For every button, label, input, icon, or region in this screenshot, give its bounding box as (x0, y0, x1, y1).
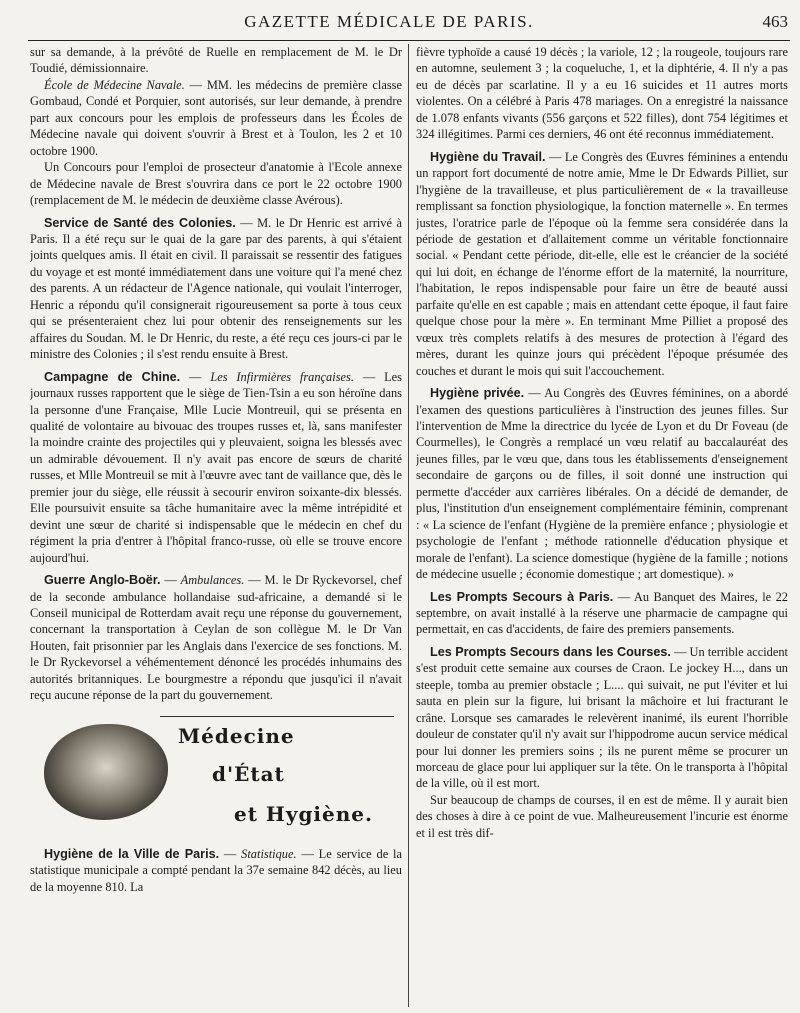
section-subheading: Statistique. (241, 846, 297, 861)
section-heading: Les Prompts Secours dans les Courses. (430, 644, 671, 659)
paragraph: sur sa demande, à la prévôté de Ruelle en remplacement de M. le Dr Toudié, démissionnaire. (30, 45, 402, 76)
running-header (28, 10, 790, 41)
section-body: — Un terrible accident s'est produit cette semaine aux courses de Craon. Le jockey H..., dans un steeple, tomba au premier obstacle ; L.... qui suivait, ne put l'éviter et lui sauta en plein sur la figure, lui brisant la mâchoire et lui fracturant le crâne. Lorsque ses camarades le relevèrent inanimé, ils eurent l'horrible douleur de constater qu'il n'y avait sur l'hippodrome aucun service médical pour lui donner les premiers soins ; ils ne purent même se procurer un morceau de glace pour lui appliquer sur la tête. On le transporta à l'hôpital de la ville, où il est mort. (416, 644, 788, 791)
section-heading: Hygiène de la Ville de Paris. (44, 846, 220, 861)
journal-title: GAZETTE MÉDICALE DE PARIS. (244, 12, 534, 31)
right-column (416, 44, 788, 1009)
section-body: — Au Banquet des Maires, le 22 septembre, on avait installé à la réserve une pharmacie de campagne qui permettait, en cas d'accidents, de faire des premiers pansements. (416, 589, 788, 637)
section-body: — M. le Dr Henric est arrivé à Paris. Il a été reçu sur le quai de la gare par des parents, à qui s'étaient joints quelques amis. Il était en civil. Il paraissait se ressentir des fatigues du voyage et est monté immédiatement dans une voiture qui l'a mené chez des parents. A un rédacteur de l'Agence nationale, qui voulait l'interroger, Henric a répondu qu'il consignerait rigoureusement sa porte à tous ceux qui se présenteraient chez lui pour obtenir des renseignements sur les affaires du Soudan. M. le Dr Henric, du reste, a été reçu ces jours-ci par le ministre des Colonies ; il s'est rendu ensuite à Brest. (30, 215, 402, 362)
section-body: — Le Congrès des Œuvres féminines a entendu un rapport fort documenté de notre amie, Mme le Dr Edwards Pilliet, sur l'hygiène de la travailleuse, et plus particulièrement de « la travailleuse remplissant sa fonction physiologique, la fonction maternelle ». En termes justes, l'oratrice parle de l'époque où la femme sera considérée dans la période de gestation et d'allaitement comme un véritable fonctionnaire social. « Pendant cette période, dit-elle, elle est le créancier de la société qui lui doit, en échange de l'énorme effort de la maternité, la nourriture, l'habitation, le repos indispensable pour faire un être de beauté aussi parfaite qu'elle en est capable ; mais en attendant cette époque, il faut faire quelque chose pour la mère ». En terminant Mme Pilliet a proposé des vœux très complets relatifs à des mesures de protection à l'égard des mères, durant les quinze jours qui précèdent l'époque présumée des couches et durant le mois qui suit l'accouchement. (416, 149, 788, 378)
paragraph: fièvre typhoïde a causé 19 décès ; la variole, 12 ; la rougeole, toujours rare en automne, seulement 3 ; la coqueluche, 1, et la diphtérie, 4. Il n'y a pas eu de décès par scarlatine. Il y a eu 16 suicides et 11 autres morts violentes. On a célébré à Paris 478 mariages. On a enregistré la naissance de 1.078 enfants vivants (556 garçons et 522 filles), dont 754 légitimes et 324 illégitimes. Parmi ces derniers, 46 ont été reconnus immédiatement. (416, 45, 788, 142)
news-item (416, 149, 788, 379)
section-heading: Hygiène privée. (430, 386, 525, 401)
section-heading: Service de Santé des Colonies. (44, 215, 236, 230)
banner-title-line: et Hygiène. (234, 801, 373, 826)
news-item (416, 385, 788, 582)
paragraph: Un Concours pour l'emploi de prosecteur d'anatomie à l'Ecole annexe de Médecine navale de Brest s'ouvrira dans ce port le 22 octobre 1900 (remplacement de M. le médecin de deuxième classe Avérous). (30, 160, 402, 208)
section-heading: Hygiène du Travail. (430, 149, 546, 164)
banner-title-line: Médecine (178, 723, 295, 748)
page-number: 463 (762, 12, 788, 31)
section-body: — Au Congrès des Œuvres féminines, on a abordé l'examen des questions particulières à l'instruction des jeunes filles. Sur l'intervention de Mme la directrice du lycée de Lyon et du Dr Foveau (de Courmelles), le Congrès a remplacé un vœu relatif au baccalauréat des jeunes filles, par le vœu que, dans tous les établissements d'enseignement secondaire de garçons ou de filles, il soit donné une instruction qui permette d'accéder aux carrières libérales. On a décidé de demander, de plus, l'institution d'un enseignement complémentaire féminin, comprenant : « La science de l'enfant (Hygiène de la première enfance ; physiologie et psychologie de l'enfant ; méthode rationnelle d'éducation physique et morale de l'enfant). La science domestique (hygiène de la famille ; notions de médecine usuelle ; économie domestique ; art domestique). » (416, 386, 788, 582)
section-body: — M. le Dr Ryckevorsel, chef de la seconde ambulance hollandaise sud-africaine, a demandé si le Conseil municipal de Rotterdam avait reçu une réponse du gouvernement, concernant la transportation à Ceylan de son collègue M. le Dr Van Houten, fait prisonnier par les Anglais dans l'exercice de ses fonctions. M. le Dr Ryckevorsel a véhémentement dénoncé les procédés inhumains des autorités britanniques. Le bourgmestre a répondu que jusqu'ici il n'avait reçu aucune réponse de la part du gouvernement. (30, 573, 402, 703)
news-item (416, 644, 788, 792)
section-heading: Campagne de Chine. (44, 369, 181, 384)
section-heading: Les Prompts Secours à Paris. (430, 589, 614, 604)
paragraph: Sur beaucoup de champs de courses, il en est de même. Il y aurait bien des choses à dire à ce point de vue. Malheureusement l'incurie est énorme et il est très dif- (416, 792, 788, 840)
section-heading: Guerre Anglo-Boër. (44, 573, 161, 588)
paragraph (30, 77, 402, 159)
paragraph-body: — MM. les médecins de première classe Gombaud, Condé et Porquier, sont autorisés, sur leur demande, à prendre part aux concours pour les emplois de professeurs dans les Écoles de Médecine navale qui doivent s'ouvrir à Brest et à Toulon, les 2 et 10 octobre 1900. (30, 77, 402, 158)
column-divider (408, 44, 409, 1007)
section-subheading: Ambulances. (180, 573, 245, 588)
section-banner (30, 716, 402, 840)
news-item: Hygiène de la Ville de Paris. — Statistique. — Le service de la statistique municipale a compté pendant la 37e semaine 842 décès, au lieu de la moyenne 810. La (30, 846, 402, 894)
section-body: — Le service de la statistique municipale a compté pendant la 37e semaine 842 décès, au lieu de la moyenne 810. La (30, 846, 402, 894)
banner-title-line: d'État (212, 761, 285, 786)
section-body: — Les journaux russes rapportent que le siège de Tien-Tsin a eu son héroïne dans la personne d'une Française, Mlle Lucie Montreuil, qui se présenta en qualité de volontaire au bivouac des troupes russes et, là, sans manifester la moindre crainte des projectiles qui y pleuvaient, soigna les blessés avec un admirable dévouement. Il n'y avait pas encore de sœurs de charité russes, et Mlle Montreuil se mit à l'œuvre avec tant de vaillance que, dès le premier jour du siège, elle réussit à secourir environ soixante-dix blessés. Elle poursuivit ensuite sa tâche humanitaire avec la même intrépidité et devint une sœur de charité si indispensable que le médecin en chef du régiment la pria d'entrer à l'hôpital franco-russe, où elle se trouve encore aujourd'hui. (30, 369, 402, 565)
section-subheading: Les Infirmières françaises. (210, 369, 354, 384)
banner-rule (160, 716, 394, 717)
news-item (416, 589, 788, 638)
news-item: Guerre Anglo-Boër. — Ambulances. — M. le Dr Ryckevorsel, chef de la seconde ambulance hollandaise sud-africaine, a demandé si le Conseil municipal de Rotterdam avait reçu une réponse du gouvernement, concernant la transportation à Ceylan de son collègue M. le Dr Van Houten, fait prisonnier par les Anglais dans l'exercice de ses fonctions. M. le Dr Ryckevorsel a véhémentement dénoncé les procédés inhumains des autorités britanniques. Le bourgmestre a répondu que jusqu'ici il n'avait reçu aucune réponse de la part du gouvernement. (30, 573, 402, 703)
news-item (30, 215, 402, 363)
paragraph-lead: École de Médecine Navale. (44, 77, 185, 92)
news-item: Campagne de Chine. — Les Infirmières françaises. — Les journaux russes rapportent que le siège de Tien-Tsin a eu son héroïne dans la personne d'une Française, Mlle Lucie Montreuil, qui se présenta en qualité de volontaire au bivouac des troupes russes et, là, sans manifester la moindre crainte des projectiles qui y pleuvaient, soigna les blessés avec un admirable dévouement. Il n'y avait pas encore de sœurs de charité russes, et Mlle Montreuil se mit à l'œuvre avec tant de vaillance que, dès le premier jour du siège, elle réussit à secourir environ soixante-dix blessés. Elle poursuivit ensuite sa tâche humanitaire avec la même intrépidité et devint une sœur de charité si indispensable que le médecin en chef du régiment la pria d'entrer à l'hôpital franco-russe, où elle se trouve encore aujourd'hui. (30, 369, 402, 565)
left-column (30, 44, 402, 1009)
engraved-vignette-image (44, 724, 168, 820)
